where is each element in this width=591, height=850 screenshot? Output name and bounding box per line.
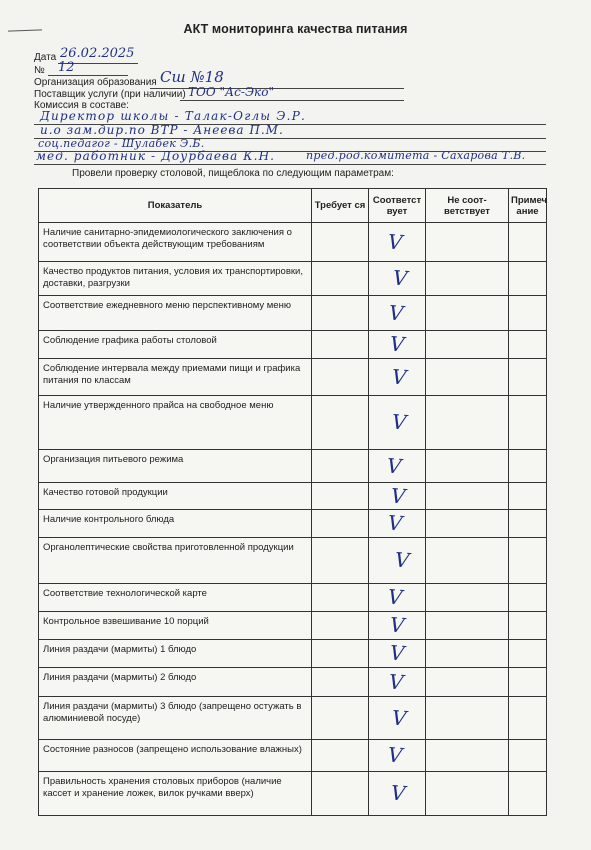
table-row	[39, 331, 547, 359]
not-complies-cell	[426, 450, 509, 483]
indicator-cell: Правильность хранения столовых приборов (наличие кассет и хранение ложек, вилок ручками вверх)	[39, 772, 312, 816]
indicator-cell: Состояние разносов (запрещено использование влажных)	[39, 740, 312, 772]
not-complies-cell	[426, 668, 509, 697]
required-cell	[312, 510, 369, 538]
complies-cell	[369, 640, 426, 668]
check-mark: V	[393, 547, 411, 573]
note-cell	[509, 668, 547, 697]
indicator-cell: Линия раздачи (мармиты) 3 блюдо (запрещено остужать в алюминиевой посуде)	[39, 697, 312, 740]
table-row	[39, 668, 547, 697]
check-mark: V	[390, 364, 408, 389]
complies-cell	[369, 612, 426, 640]
required-cell	[312, 296, 369, 331]
note-cell	[509, 396, 547, 450]
required-cell	[312, 538, 369, 584]
commission-member-5: пред.род.комитета - Сахарова Т.В.	[306, 149, 526, 162]
commission-member-3: соц.педагог - Шулабек Э.Б.	[38, 137, 205, 150]
indicator-cell: Органолептические свойства приготовленной продукции	[39, 538, 312, 584]
complies-cell	[369, 510, 426, 538]
note-cell	[509, 223, 547, 262]
indicator-cell: Наличие утвержденного прайса на свободное меню	[39, 396, 312, 450]
table-row	[39, 584, 547, 612]
table-header-row	[39, 189, 547, 223]
complies-cell	[369, 483, 426, 510]
commission-underline-4	[34, 164, 546, 165]
indicator-cell: Качество продуктов питания, условия их транспортировки, доставки, разгрузки	[39, 262, 312, 296]
complies-cell	[369, 396, 426, 450]
number-value: 12	[58, 60, 75, 75]
required-cell	[312, 612, 369, 640]
table-row	[39, 697, 547, 740]
monitoring-table	[38, 188, 547, 816]
note-cell	[509, 640, 547, 668]
required-cell	[312, 740, 369, 772]
note-cell	[509, 510, 547, 538]
table-row	[39, 296, 547, 331]
indicator-cell: Линия раздачи (мармиты) 2 блюдо	[39, 668, 312, 697]
table-row	[39, 396, 547, 450]
note-cell	[509, 697, 547, 740]
required-cell	[312, 396, 369, 450]
check-mark: V	[391, 265, 409, 291]
date-value: 26.02.2025	[60, 46, 135, 61]
complies-cell	[369, 331, 426, 359]
required-cell	[312, 584, 369, 612]
indicator-cell: Наличие санитарно-эпидемиологического заключения о соответствии объекта действующим требованиям	[39, 223, 312, 262]
not-complies-cell	[426, 584, 509, 612]
table-row	[39, 740, 547, 772]
check-mark: V	[389, 483, 407, 508]
table-row	[39, 640, 547, 668]
organization-value: Сш №18	[160, 68, 224, 86]
complies-cell	[369, 296, 426, 331]
table-row	[39, 359, 547, 396]
complies-cell	[369, 262, 426, 296]
not-complies-cell	[426, 223, 509, 262]
not-complies-cell	[426, 359, 509, 396]
note-cell	[509, 331, 547, 359]
indicator-cell: Организация питьевого режима	[39, 450, 312, 483]
required-cell	[312, 450, 369, 483]
table-row	[39, 450, 547, 483]
complies-cell	[369, 223, 426, 262]
table-row	[39, 262, 547, 296]
check-mark: V	[387, 669, 405, 694]
complies-cell	[369, 772, 426, 816]
indicator-cell: Наличие контрольного блюда	[39, 510, 312, 538]
check-mark: V	[386, 229, 404, 254]
not-complies-cell	[426, 483, 509, 510]
check-mark: V	[388, 612, 406, 638]
table-row	[39, 612, 547, 640]
note-cell	[509, 483, 547, 510]
document-title: АКТ мониторинга качества питания	[183, 22, 408, 36]
indicator-cell: Соответствие ежедневного меню перспективному меню	[39, 296, 312, 331]
check-mark: V	[390, 705, 408, 730]
supplier-underline	[180, 100, 404, 101]
commission-member-2: и.о зам.дир.по ВТР - Анеева П.М.	[40, 123, 284, 137]
not-complies-cell	[426, 331, 509, 359]
check-mark: V	[385, 453, 403, 478]
check-mark: V	[388, 640, 406, 666]
note-cell	[509, 612, 547, 640]
indicator-cell: Контрольное взвешивание 10 порций	[39, 612, 312, 640]
note-cell	[509, 359, 547, 396]
note-cell	[509, 296, 547, 331]
required-cell	[312, 262, 369, 296]
table-row	[39, 510, 547, 538]
check-mark: V	[388, 331, 406, 357]
not-complies-cell	[426, 612, 509, 640]
required-cell	[312, 223, 369, 262]
indicator-cell: Соблюдение графика работы столовой	[39, 331, 312, 359]
required-cell	[312, 359, 369, 396]
not-complies-cell	[426, 510, 509, 538]
complies-cell	[369, 668, 426, 697]
table-row	[39, 223, 547, 262]
column-header-indicator: Показатель	[39, 189, 312, 223]
note-cell	[509, 450, 547, 483]
complies-cell	[369, 740, 426, 772]
number-label: №	[34, 65, 45, 76]
column-header-required: Требует ся	[312, 189, 369, 223]
supplier-value: ТОО "Ас-Эко"	[188, 85, 274, 99]
note-cell	[509, 740, 547, 772]
column-header-not-complies: Не соот- ветствует	[426, 189, 509, 223]
intro-text: Провели проверку столовой, пищеблока по следующим параметрам:	[72, 168, 394, 179]
not-complies-cell	[426, 697, 509, 740]
table-row	[39, 538, 547, 584]
note-cell	[509, 584, 547, 612]
check-mark: V	[389, 780, 407, 806]
supplier-label: Поставщик услуги (при наличии)	[34, 89, 186, 100]
complies-cell	[369, 584, 426, 612]
table-row	[39, 772, 547, 816]
not-complies-cell	[426, 296, 509, 331]
not-complies-cell	[426, 740, 509, 772]
check-mark: V	[386, 510, 404, 536]
not-complies-cell	[426, 262, 509, 296]
complies-cell	[369, 450, 426, 483]
complies-cell	[369, 359, 426, 396]
complies-cell	[369, 538, 426, 584]
column-header-complies: Соответст вует	[369, 189, 426, 223]
not-complies-cell	[426, 640, 509, 668]
number-underline	[48, 75, 128, 76]
commission-member-4: мед. работник - Доурбаева К.Н.	[36, 149, 276, 163]
indicator-cell: Соблюдение интервала между приемами пищи и графика питания по классам	[39, 359, 312, 396]
required-cell	[312, 640, 369, 668]
not-complies-cell	[426, 772, 509, 816]
note-cell	[509, 538, 547, 584]
commission-member-1: Директор школы - Талак-Оглы Э.Р.	[40, 109, 306, 123]
check-mark: V	[386, 584, 404, 610]
table-row	[39, 483, 547, 510]
not-complies-cell	[426, 396, 509, 450]
indicator-cell: Соответствие технологической карте	[39, 584, 312, 612]
check-mark: V	[387, 300, 405, 325]
indicator-cell: Линия раздачи (мармиты) 1 блюдо	[39, 640, 312, 668]
complies-cell	[369, 697, 426, 740]
note-cell	[509, 262, 547, 296]
required-cell	[312, 772, 369, 816]
required-cell	[312, 483, 369, 510]
required-cell	[312, 331, 369, 359]
check-mark: V	[390, 409, 408, 435]
date-label: Дата	[34, 52, 57, 63]
check-mark: V	[386, 742, 404, 768]
commission-label: Комиссия в составе:	[34, 100, 129, 111]
note-cell	[509, 772, 547, 816]
organization-label: Организация образования	[34, 77, 157, 88]
required-cell	[312, 668, 369, 697]
not-complies-cell	[426, 538, 509, 584]
indicator-cell: Качество готовой продукции	[39, 483, 312, 510]
required-cell	[312, 697, 369, 740]
column-header-note: Примеч ание	[509, 189, 547, 223]
